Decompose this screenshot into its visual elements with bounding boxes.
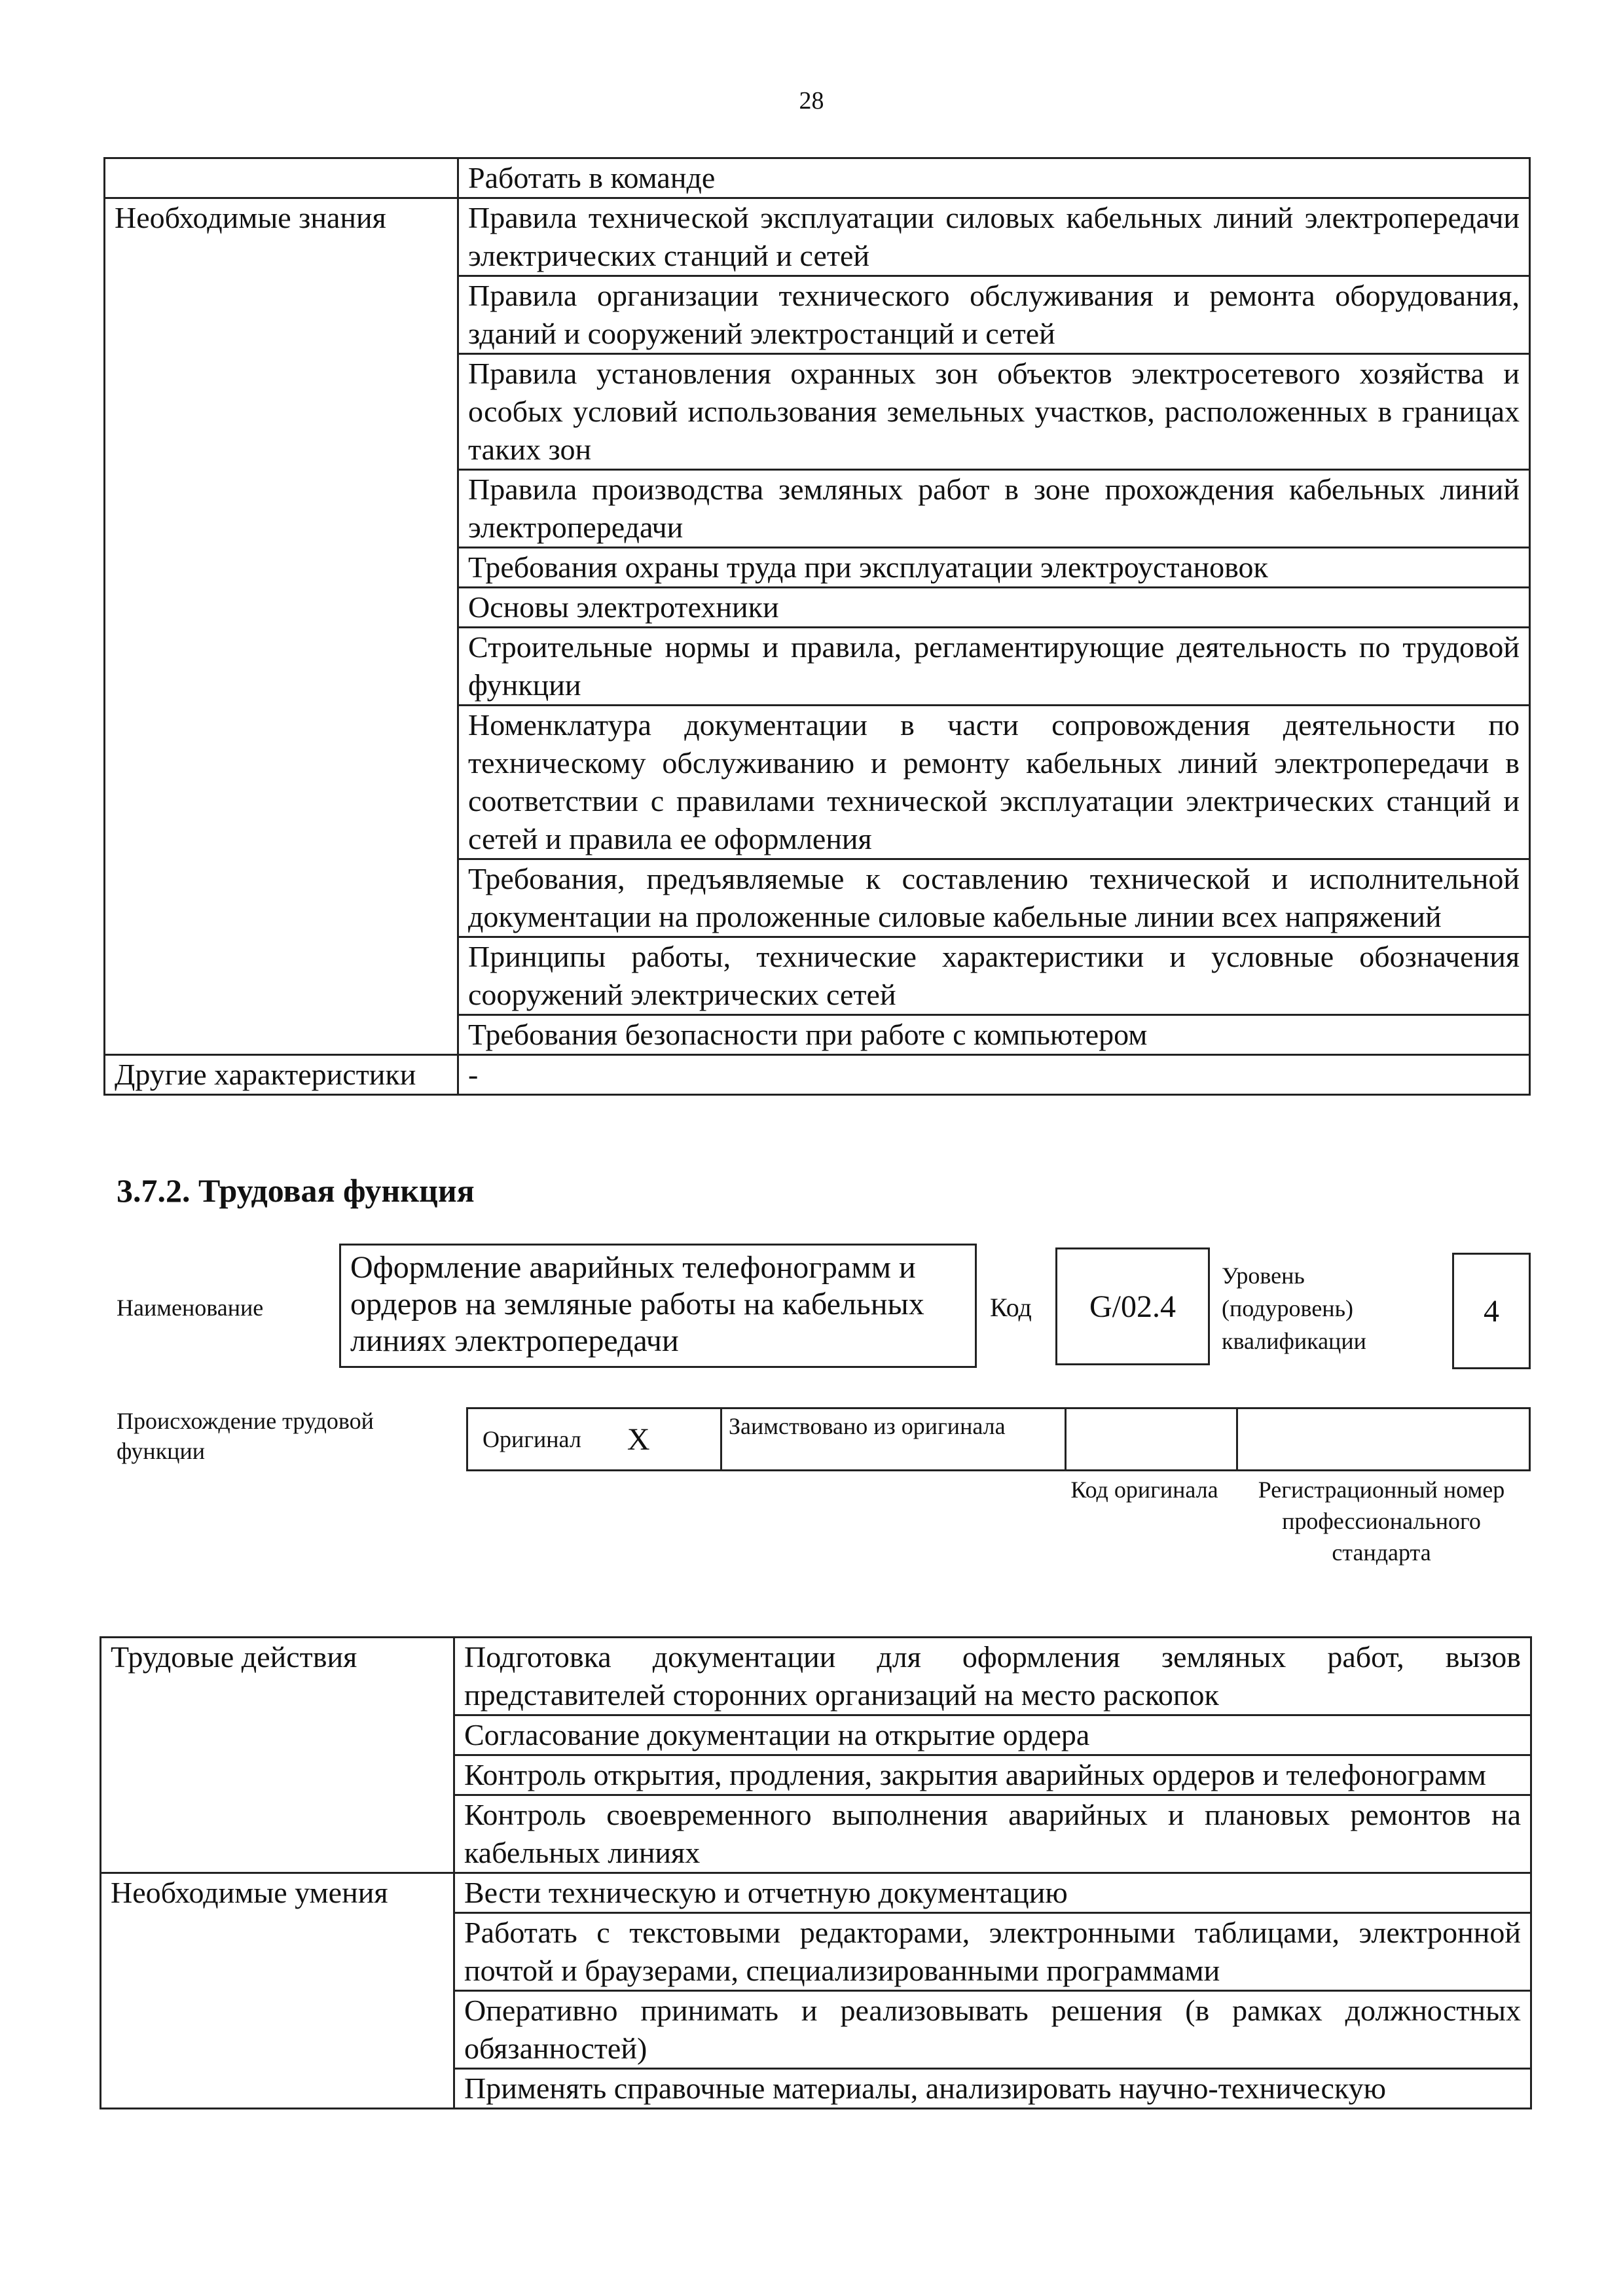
row-item: Работать в команде (458, 158, 1530, 198)
borrowed-cell: Заимствовано из оригинала (722, 1409, 1067, 1469)
row-item: Строительные нормы и правила, регламентирующие деятельность по трудовой функции (458, 628, 1530, 706)
code-caption: Код оригинала (1070, 1477, 1218, 1503)
row-item: Работать с текстовыми редакторами, электронными таблицами, электронной почтой и браузерами, специализированными программами (454, 1913, 1531, 1991)
origin-reg-cell (1238, 1409, 1529, 1469)
function-code-box: G/02.4 (1055, 1247, 1210, 1365)
table-row (101, 1638, 1531, 1715)
row-item: Требования безопасности при работе с компьютером (458, 1015, 1530, 1055)
origin-row (466, 1407, 1531, 1471)
function-name-box: Оформление аварийных телефонограмм и ордеров на земляные работы на кабельных линиях электропередачи (339, 1244, 977, 1368)
row-label (105, 158, 458, 198)
table-row (105, 198, 1530, 276)
row-item: Требования охраны труда при эксплуатации электроустановок (458, 548, 1530, 588)
row-item: Вести техническую и отчетную документацию (454, 1873, 1531, 1913)
original-mark: X (627, 1422, 650, 1457)
origin-code-cell (1067, 1409, 1238, 1469)
row-item: Применять справочные материалы, анализировать научно-техническую (454, 2069, 1531, 2109)
row-item: Контроль своевременного выполнения аварийных и плановых ремонтов на кабельных линиях (454, 1795, 1531, 1873)
row-item: Правила организации технического обслуживания и ремонта оборудования, зданий и сооружений электростанций и сетей (458, 276, 1530, 354)
page-number: 28 (799, 87, 824, 115)
level-value-box: 4 (1452, 1253, 1531, 1369)
row-item: Правила технической эксплуатации силовых кабельных линий электропередачи электрических станций и сетей (458, 198, 1530, 276)
row-item: - (458, 1055, 1530, 1095)
table-row (101, 1873, 1531, 1913)
row-label-other: Другие характеристики (105, 1055, 458, 1095)
row-item: Требования, предъявляемые к составлению технической и исполнительной документации на проложенные силовые кабельные линии всех напряжений (458, 859, 1530, 937)
row-item: Основы электротехники (458, 588, 1530, 628)
original-label: Оригинал (483, 1426, 581, 1452)
table-row (105, 1055, 1530, 1095)
origin-original-cell (468, 1409, 722, 1469)
table-row (105, 158, 1530, 198)
row-item: Оперативно принимать и реализовывать решения (в рамках должностных обязанностей) (454, 1991, 1531, 2069)
row-item: Правила установления охранных зон объектов электросетевого хозяйства и особых условий использования земельных участков, расположенных в границах таких зон (458, 354, 1530, 470)
row-item: Контроль открытия, продления, закрытия аварийных ордеров и телефонограмм (454, 1755, 1531, 1795)
row-item: Номенклатура документации в части сопровождения деятельности по техническому обслуживанию и ремонту кабельных линий электропередачи в соответствии с правилами технической эксплуатации электрических станций и сетей и правила ее оформления (458, 706, 1530, 859)
knowledge-table (103, 157, 1531, 1096)
row-item: Согласование документации на открытие ордера (454, 1715, 1531, 1755)
row-label-skills: Необходимые умения (101, 1873, 454, 2109)
reg-caption: Регистрационный номер профессионального стандарта (1258, 1477, 1505, 1566)
actions-table (100, 1636, 1532, 2109)
code-label: Код (990, 1293, 1032, 1322)
level-label: Уровень (подуровень) квалификации (1222, 1263, 1366, 1354)
origin-label: Происхождение трудовой функции (117, 1408, 374, 1464)
section-heading: 3.7.2. Трудовая функция (117, 1172, 475, 1209)
row-item: Правила производства земляных работ в зоне прохождения кабельных линий электропередачи (458, 470, 1530, 548)
row-label-knowledge: Необходимые знания (105, 198, 458, 1055)
row-label-actions: Трудовые действия (101, 1638, 454, 1873)
name-label: Наименование (117, 1295, 264, 1321)
row-item: Принципы работы, технические характеристики и условные обозначения сооружений электрических сетей (458, 937, 1530, 1015)
row-item: Подготовка документации для оформления земляных работ, вызов представителей сторонних организаций на место раскопок (454, 1638, 1531, 1715)
